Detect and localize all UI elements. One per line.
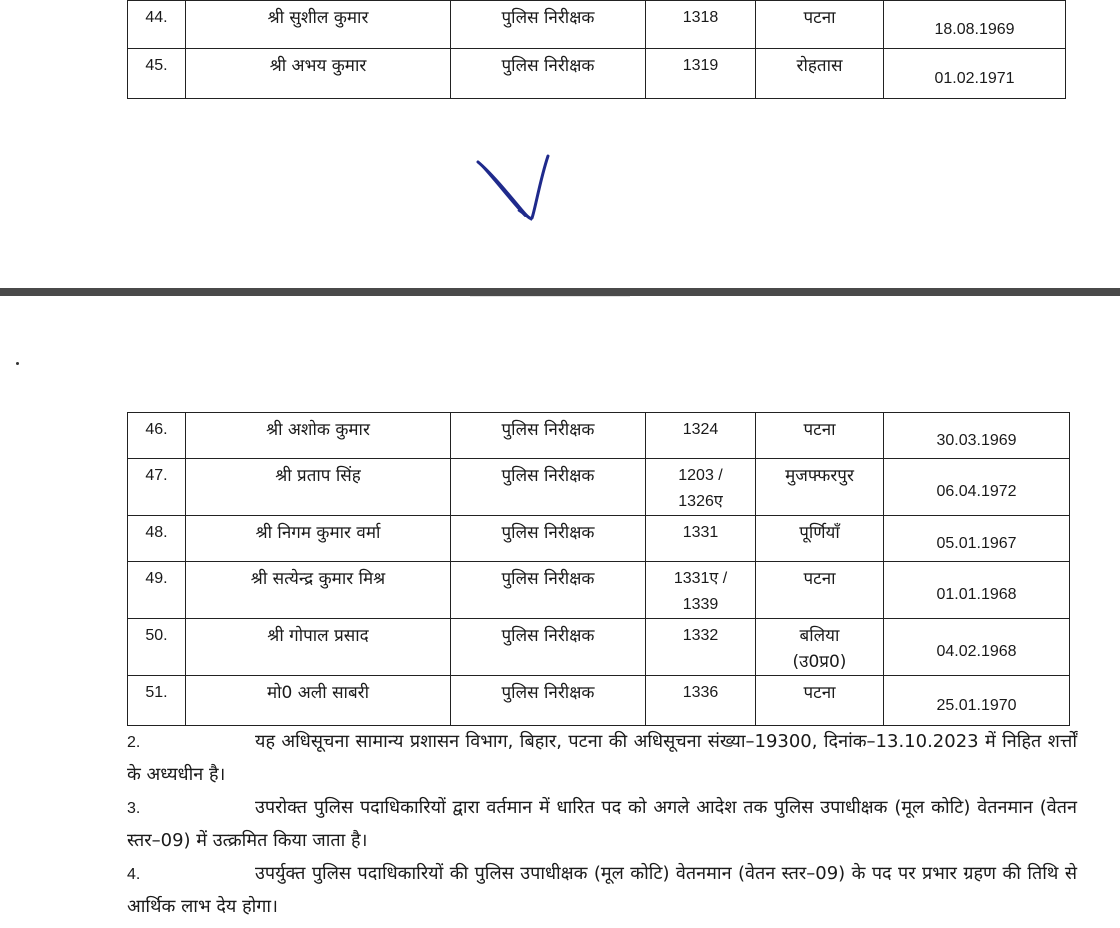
date-of-birth-cell: 05.01.1967 [884, 516, 1070, 562]
officer-name-cell: श्री अशोक कुमार [186, 413, 451, 459]
table-row [128, 413, 1070, 459]
officer-name-cell: श्री सत्येन्द्र कुमार मिश्र [186, 562, 451, 619]
serial-number-cell: 48. [128, 516, 186, 562]
date-of-birth-cell: 01.01.1968 [884, 562, 1070, 619]
table-row [128, 459, 1070, 516]
id-number-cell-line: 1324 [682, 421, 719, 438]
date-of-birth-cell: 18.08.1969 [884, 1, 1066, 49]
officer-name-cell: मो0 अली साबरी [186, 676, 451, 726]
id-number-cell-line: 1326ए [678, 493, 723, 510]
paragraph-2 [127, 726, 1077, 791]
table-row [128, 1, 1066, 49]
district-cell [756, 413, 884, 459]
paragraph-number: 2. [127, 734, 141, 751]
id-number-cell-line: 1332 [682, 627, 719, 644]
district-cell [756, 619, 884, 676]
rank-cell: पुलिस निरीक्षक [451, 619, 646, 676]
district-cell [756, 459, 884, 516]
scan-speck [16, 362, 19, 365]
serial-number-cell: 45. [128, 49, 186, 99]
rank-cell: पुलिस निरीक्षक [451, 676, 646, 726]
district-cell-line: पटना [803, 569, 836, 589]
officer-name-cell: श्री प्रताप सिंह [186, 459, 451, 516]
district-cell [756, 562, 884, 619]
serial-number-cell: 50. [128, 619, 186, 676]
rank-cell: पुलिस निरीक्षक [451, 562, 646, 619]
id-number-cell-line: 1339 [682, 596, 719, 613]
paragraph-number: 3. [127, 800, 141, 817]
date-of-birth-cell: 30.03.1969 [884, 413, 1070, 459]
paragraph-4 [127, 858, 1077, 923]
district-cell [756, 516, 884, 562]
id-number-cell [646, 562, 756, 619]
district-cell-line: रोहतास [796, 56, 843, 76]
officer-name-cell: श्री निगम कुमार वर्मा [186, 516, 451, 562]
id-number-cell [646, 1, 756, 49]
officer-table-top [127, 0, 1066, 99]
paragraph-text: उपरोक्त पुलिस पदाधिकारियों द्वारा वर्तमान में धारित पद को अगले आदेश तक पुलिस उपाधीक्षक (मूल कोटि) वेतनमान (वेतन स्तर–09) में उत्क्रमित किया जाता है। [127, 797, 1077, 851]
district-cell-line: (उ0प्र0) [792, 652, 847, 672]
id-number-cell [646, 413, 756, 459]
table-row [128, 562, 1070, 619]
officer-name-cell: श्री गोपाल प्रसाद [186, 619, 451, 676]
id-number-cell-line: 1331ए / [673, 570, 728, 587]
rank-cell: पुलिस निरीक्षक [451, 49, 646, 99]
serial-number-cell: 49. [128, 562, 186, 619]
rank-cell: पुलिस निरीक्षक [451, 1, 646, 49]
serial-number-cell: 46. [128, 413, 186, 459]
district-cell-line: मुजफ्फरपुर [785, 466, 854, 486]
table-row [128, 619, 1070, 676]
id-number-cell-line: 1319 [682, 57, 719, 74]
id-number-cell [646, 49, 756, 99]
rank-cell: पुलिस निरीक्षक [451, 459, 646, 516]
serial-number-cell: 44. [128, 1, 186, 49]
district-cell [756, 1, 884, 49]
district-cell-line: पूर्णियाँ [799, 523, 840, 543]
district-cell [756, 49, 884, 99]
id-number-cell-line: 1318 [682, 9, 719, 26]
id-number-cell-line: 1336 [682, 684, 719, 701]
date-of-birth-cell: 01.02.1971 [884, 49, 1066, 99]
table-row [128, 676, 1070, 726]
district-cell-line: पटना [803, 683, 836, 703]
page-separator [0, 288, 1120, 296]
signature-image [470, 150, 560, 225]
serial-number-cell: 51. [128, 676, 186, 726]
document-page-top [0, 0, 1120, 288]
officer-name-cell: श्री अभय कुमार [186, 49, 451, 99]
district-cell-line: पटना [803, 8, 836, 28]
date-of-birth-cell: 06.04.1972 [884, 459, 1070, 516]
faint-bleed-through [470, 296, 630, 305]
district-cell-line: बलिया [799, 626, 840, 646]
date-of-birth-cell: 04.02.1968 [884, 619, 1070, 676]
serial-number-cell: 47. [128, 459, 186, 516]
rank-cell: पुलिस निरीक्षक [451, 516, 646, 562]
id-number-cell [646, 516, 756, 562]
id-number-cell-line: 1203 / [678, 467, 723, 484]
id-number-cell-line: 1331 [682, 524, 719, 541]
id-number-cell [646, 459, 756, 516]
officer-name-cell: श्री सुशील कुमार [186, 1, 451, 49]
rank-cell: पुलिस निरीक्षक [451, 413, 646, 459]
district-cell [756, 676, 884, 726]
document-page-bottom [0, 296, 1120, 928]
paragraph-text: उपर्युक्त पुलिस पदाधिकारियों की पुलिस उपाधीक्षक (मूल कोटि) वेतनमान (वेतन स्तर–09) के पद पर प्रभार ग्रहण की तिथि से आर्थिक लाभ देय होगा। [127, 863, 1077, 917]
id-number-cell [646, 676, 756, 726]
id-number-cell [646, 619, 756, 676]
table-row [128, 49, 1066, 99]
paragraph-number: 4. [127, 866, 141, 883]
district-cell-line: पटना [803, 420, 836, 440]
officer-table-bottom [127, 412, 1070, 726]
paragraph-3 [127, 792, 1077, 857]
paragraph-text: यह अधिसूचना सामान्य प्रशासन विभाग, बिहार, पटना की अधिसूचना संख्या–19300, दिनांक–13.10.2023 में निहित शर्त्तों के अध्यधीन है। [127, 731, 1077, 785]
date-of-birth-cell: 25.01.1970 [884, 676, 1070, 726]
table-row [128, 516, 1070, 562]
